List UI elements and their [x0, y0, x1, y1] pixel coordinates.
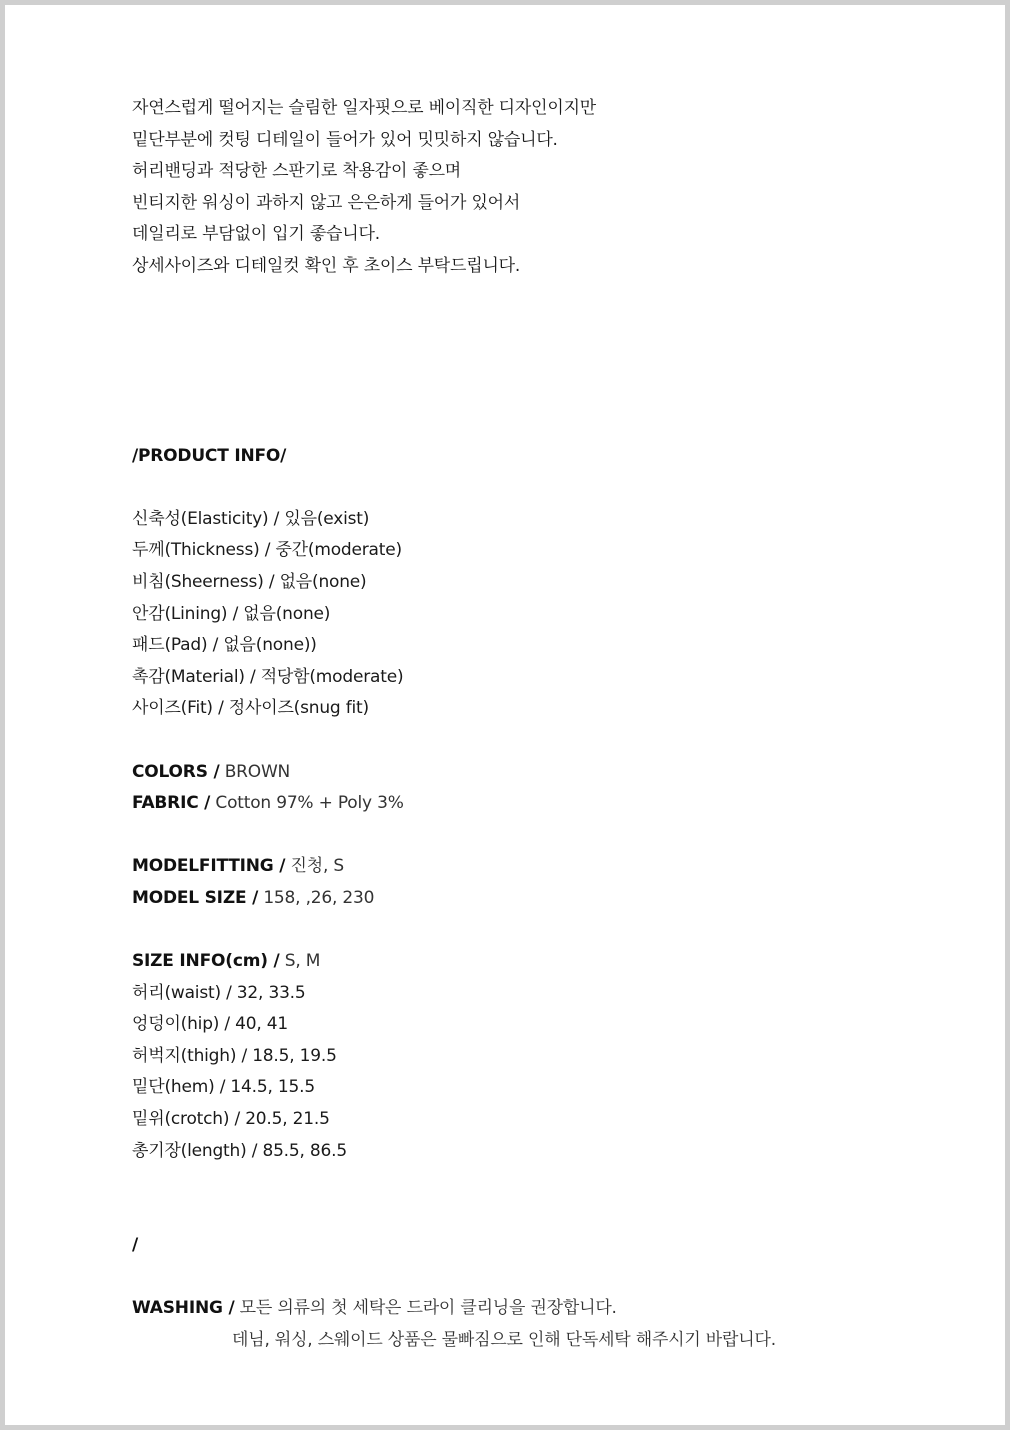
product-info-heading: /PRODUCT INFO/: [132, 445, 287, 466]
intro-line: 데일리로 부담없이 입기 좋습니다.: [132, 224, 380, 245]
intro-line: 빈티지한 워싱이 과하지 않고 은은하게 들어가 있어서: [132, 192, 521, 213]
product-info-item: 안감(Lining) / 없음(none): [132, 603, 331, 624]
model-size-value: 158, ,26, 230: [263, 887, 375, 908]
product-info-item: 패드(Pad) / 없음(none)): [132, 635, 317, 656]
size-info-section: [132, 946, 992, 1167]
spacer: [132, 1262, 992, 1294]
product-info-section: [132, 441, 992, 725]
color-fabric-section: [132, 757, 992, 820]
size-info-item: 밑위(crotch) / 20.5, 21.5: [132, 1109, 330, 1130]
washing-line-2: 데님, 워싱, 스웨이드 상품은 물빠짐으로 인해 단독세탁 해주시기 바랍니다.: [232, 1330, 776, 1350]
size-info-item: 엉덩이(hip) / 40, 41: [132, 1014, 289, 1035]
fabric-row: [132, 788, 992, 820]
spacer: [132, 914, 992, 946]
washing-line-1: 모든 의류의 첫 세탁은 드라이 클리닝을 권장합니다.: [239, 1298, 617, 1319]
colors-value: BROWN: [224, 761, 291, 782]
size-info-item: 총기장(length) / 85.5, 86.5: [132, 1140, 347, 1161]
spacer: [132, 725, 992, 757]
fabric-value: Cotton 97% + Poly 3%: [215, 793, 404, 814]
model-size-row: [132, 883, 992, 915]
washing-section: [132, 1293, 992, 1356]
model-size-label: MODEL SIZE /: [132, 887, 259, 908]
intro-line: 상세사이즈와 디테일컷 확인 후 초이스 부탁드립니다.: [132, 255, 521, 276]
size-info-row: [132, 946, 992, 978]
fabric-label: FABRIC /: [132, 793, 211, 814]
intro-line: 밑단부분에 컷팅 디테일이 들어가 있어 밋밋하지 않습니다.: [132, 129, 558, 150]
intro-section: [132, 93, 992, 283]
model-fitting-label: MODELFITTING /: [132, 856, 286, 877]
size-info-value: S, M: [284, 951, 321, 972]
product-info-item: 사이즈(Fit) / 정사이즈(snug fit): [132, 698, 369, 719]
washing-label: WASHING /: [132, 1298, 235, 1319]
product-info-item: 비침(Sheerness) / 없음(none): [132, 571, 367, 592]
product-info-item: 신축성(Elasticity) / 있음(exist): [132, 508, 370, 529]
size-info-item: 허리(waist) / 32, 33.5: [132, 982, 306, 1003]
intro-line: 자연스럽게 떨어지는 슬림한 일자핏으로 베이직한 디자인이지만: [132, 98, 597, 118]
colors-row: [132, 757, 992, 789]
model-fitting-row: [132, 851, 992, 883]
intro-line: 허리밴딩과 적당한 스판기로 착용감이 좋으며: [132, 161, 462, 182]
washing-row: [132, 1293, 992, 1325]
product-info-item: 촉감(Material) / 적당함(moderate): [132, 666, 404, 687]
size-info-item: 허벅지(thigh) / 18.5, 19.5: [132, 1045, 337, 1066]
product-description: [132, 93, 992, 1357]
product-info-item: 두께(Thickness) / 중간(moderate): [132, 540, 402, 561]
model-section: [132, 851, 992, 914]
page-sheet: [5, 5, 1005, 1425]
section-separator: /: [132, 1235, 139, 1256]
spacer: [132, 820, 992, 852]
size-info-item: 밑단(hem) / 14.5, 15.5: [132, 1077, 315, 1098]
colors-label: COLORS /: [132, 761, 220, 782]
spacer: [132, 1167, 992, 1230]
spacer: [132, 472, 992, 504]
spacer: [132, 283, 992, 441]
model-fitting-value: 진청, S: [290, 856, 344, 877]
size-info-label: SIZE INFO(cm) /: [132, 951, 280, 972]
